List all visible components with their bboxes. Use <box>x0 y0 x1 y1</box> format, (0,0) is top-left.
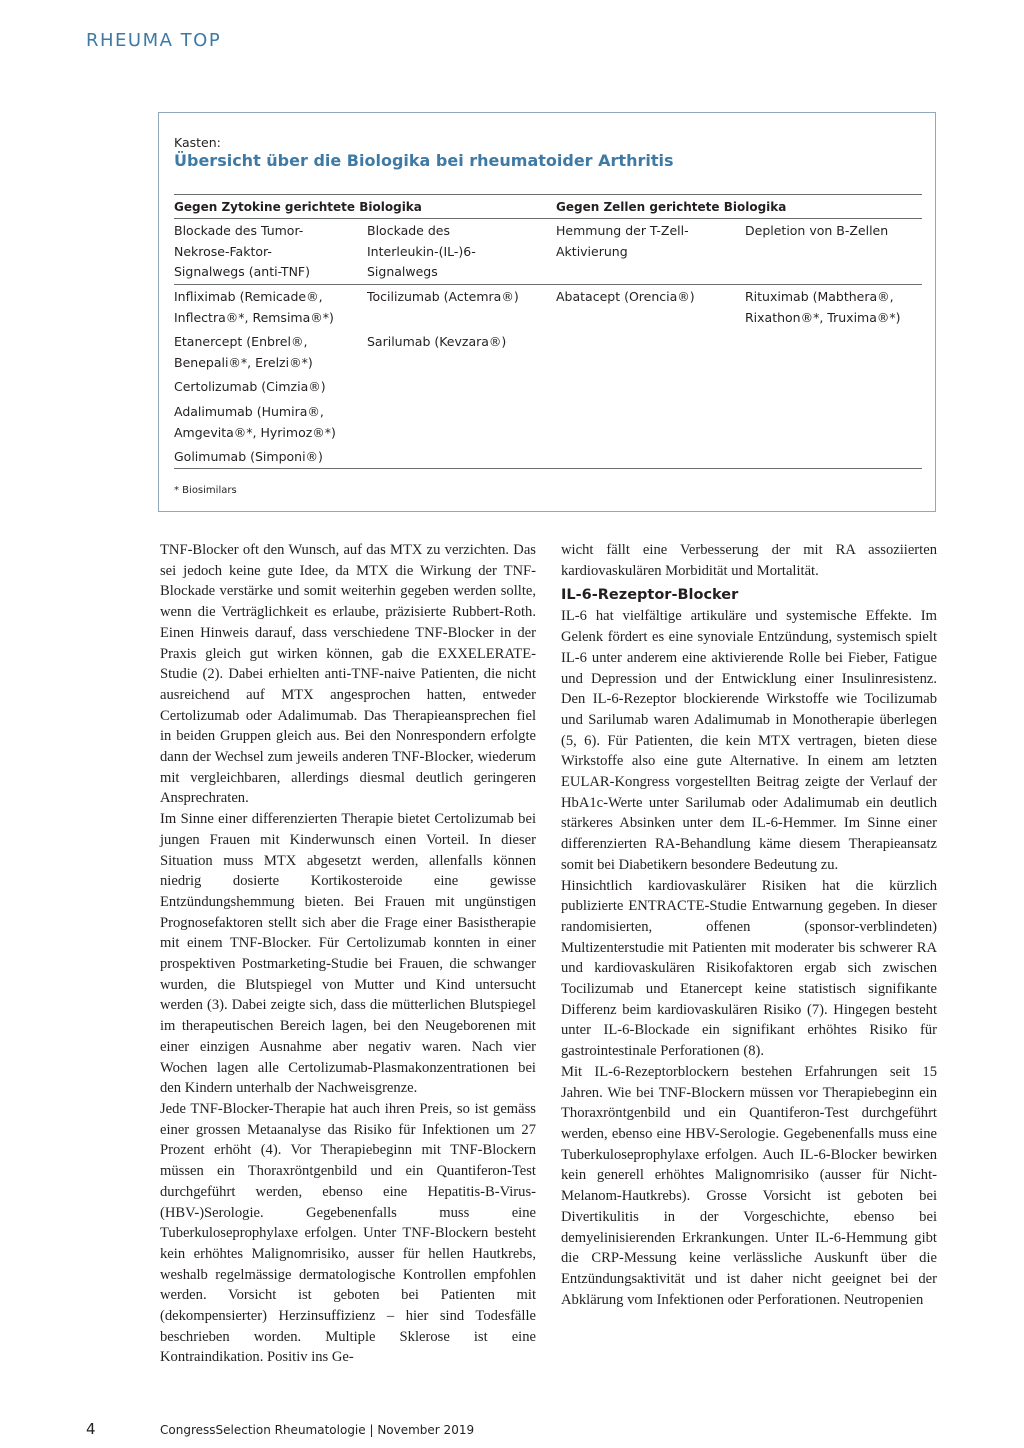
drug-il6: Sarilumab (Kevzara®) <box>367 334 507 349</box>
drug-anti-tnf: Etanercept (Enbrel®, Benepali®*, Erelzi®*) <box>174 334 313 370</box>
body-column-left <box>160 540 536 1368</box>
overview-box <box>158 112 936 512</box>
box-kicker: Kasten: <box>174 135 221 150</box>
paragraph: Mit IL-6-Rezeptorblockern bestehen Erfahrungen seit 15 Jahren. Wie bei TNF-Blockern müssen vor Therapiebeginn ein Thoraxröntgenbild und ein Quantiferon-Test durchgeführt werden, ebenso eine HBV-Serologie. Gegebenenfalls muss eine Tuberkuloseprophylaxe erfolgen. Auch IL-6-Blocker bewirken kein generell erhöhtes Malignomrisiko (ausser für Nicht-Melanom-Hautkrebs). Grosse Vorsicht ist geboten bei Divertikulitis in der Vorgeschichte, ebenso bei demyelinisierenden Erkrankungen. Unter IL-6-Hemmung gibt die CRP-Messung keine verlässliche Auskunft über die Entzündungsaktivität und ist daher nicht geeignet bei der Abklärung vom Infektionen oder Perforationen. Neutropenien <box>561 1063 937 1308</box>
paragraph: IL-6 hat vielfältige artikuläre und systemische Effekte. Im Gelenk fördert es eine synoviale Entzündung, systemisch spielt IL-6 unter anderem eine aktivierende Rolle bei Fieber, Fatigue und Depression und der Entwicklung einer Insulinresistenz. Den IL-6-Rezeptor blockierende Wirkstoffe wie Tocilizumab und Sarilumab waren Adalimumab in Monotherapie überlegen (5, 6). Für Patienten, die kein MTX vertragen, bieten diese Wirkstoffe also eine gute Alternative. In einem am letzten EULAR-Kongress vorgestellten Beitrag zeigte der Verlauf der HbA1c-Werte unter Sarilumab oder Adalimumab ein deutlich stärkeres Absinken unter dem IL-6-Hemmer. Im Sinne einer differenzierten RA-Behandlung käme diesem Therapieansatz somit bei Diabetikern besondere Bedeutung zu. <box>561 608 937 873</box>
group-header-cytokines: Gegen Zytokine gerichtete Biologika <box>174 200 422 214</box>
table-rule-top <box>174 194 922 195</box>
column-header-il6: Blockade des Interleukin-(IL-)6-Signalwegs <box>367 223 476 279</box>
table-rule-header <box>174 218 922 219</box>
paragraph: Jede TNF-Blocker-Therapie hat auch ihren Preis, so ist gemäss einer grossen Metaanalyse das Risiko für Infektionen um 27 Prozent erhöht (4). Vor Therapiebeginn mit TNF-Blockern müssen ein Thoraxröntgenbild und ein Quantiferon-Test durchgeführt werden, ebenso eine Hepatitis-B-Virus-(HBV-)Serologie. Gegebenenfalls muss eine Tuberkuloseprophylaxe erfolgen. Unter TNF-Blockern besteht kein erhöhtes Malignomrisiko, ausser für hellen Hautkrebs, weshalb regelmässige dermatologische Kontrollen empfohlen werden. Vorsicht ist geboten bei Patienten mit (dekompensierter) Herzinsuffizienz – hier sind Todesfälle beschrieben worden. Multiple Sklerose ist eine Kontraindikation. Positiv ins Ge- <box>160 1100 536 1366</box>
page-number: 4 <box>86 1420 96 1438</box>
publication-footer: CongressSelection Rheumatologie | November 2019 <box>160 1423 475 1437</box>
column-header-anti-tnf: Blockade des Tumor-Nekrose-Faktor-Signalwegs (anti-TNF) <box>174 223 310 279</box>
drug-anti-tnf: Adalimumab (Humira®, Amgevita®*, Hyrimoz®*) <box>174 404 336 440</box>
table-rule-bottom <box>174 468 922 469</box>
drug-anti-tnf: Infliximab (Remicade®, Inflectra®*, Remsima®*) <box>174 289 334 325</box>
drug-il6: Tocilizumab (Actemra®) <box>367 289 519 304</box>
paragraph: Hinsichtlich kardiovaskulärer Risiken hat die kürzlich publizierte ENTRACTE-Studie Entwarnung gegeben. In dieser randomisierten, offenen (sponsor-verblindeten) Multizenterstudie mit Patienten mit moderater bis schwerer RA und kardiovaskulären Risikofaktoren ergab sich zwischen Tocilizumab und Etanercept keine statistisch signifikante Differenz beim kardiovaskulären Risiko (7). Hingegen besteht unter IL-6-Blockade ein signifikant erhöhtes Risiko für gastrointestinale Perforationen (8). <box>561 877 937 1060</box>
drug-anti-tnf: Golimumab (Simponi®) <box>174 449 323 464</box>
column-header-t-cell: Hemmung der T-Zell-Aktivierung <box>556 223 689 259</box>
section-heading: IL-6-Rezeptor-Blocker <box>561 587 739 604</box>
table-rule-subheader <box>174 284 922 285</box>
drug-anti-tnf: Certolizumab (Cimzia®) <box>174 379 326 394</box>
paragraph: wicht fällt eine Verbesserung der mit RA assoziierten kardiovaskulären Morbidität und Mortalität. <box>561 542 937 579</box>
body-column-right <box>561 540 937 1310</box>
paragraph: Im Sinne einer differenzierten Therapie bietet Certolizumab bei jungen Frauen mit Kinderwunsch einen Vorteil. In dieser Situation muss MTX abgesetzt werden, allenfalls können niedrig dosierte Kortikosteroide eine gewisse Entzündungshemmung bieten. Bei Frauen mit ungünstigen Prognosefaktoren stellt sich aber die Frage einer Basistherapie mit einem TNF-Blocker. Für Certolizumab konnten in einer prospektiven Postmarketing-Studie bei Frauen, die schwanger wurden, die Blutspiegel von Mutter und Kind untersucht werden (3). Dabei zeigte sich, dass die mütterlichen Blutspiegel im therapeutischen Bereich lagen, bei den Neugeborenen mit einer einzigen Ausnahme aber negativ waren. Nach vier Wochen lagen alle Certolizumab-Plasmakonzentrationen bei den Kindern unterhalb der Nachweisgrenze. <box>160 811 536 1097</box>
column-header-b-cell: Depletion von B-Zellen <box>745 223 889 238</box>
drug-t-cell: Abatacept (Orencia®) <box>556 289 695 304</box>
running-head: RHEUMA TOP <box>86 30 222 51</box>
paragraph: TNF-Blocker oft den Wunsch, auf das MTX zu verzichten. Das sei jedoch keine gute Idee, da MTX die Wirkung der TNF-Blockade verstärke und somit weiterhin gegeben werden sollte, wenn die Verträglichkeit es erlaube, präzisierte Rubbert-Roth. Einen Hinweis darauf, dass verschiedene TNF-Blocker in der Praxis gleich gut wirken können, gab die EXXELERATE-Studie (2). Dabei erhielten anti-TNF-naive Patienten, die nicht ausreichend auf MTX angesprochen hatten, entweder Certolizumab oder Adalimumab. Das Therapieansprechen fiel in beiden Gruppen gleich aus. Bei den Nonrespondern erfolgte dann der Wechsel zum jeweils anderen TNF-Blocker, wiederum mit vergleichbaren, allerdings diesmal deutlich geringeren Ansprechraten. <box>160 542 536 807</box>
box-footnote: * Biosimilars <box>174 485 237 496</box>
box-title: Übersicht über die Biologika bei rheumatoider Arthritis <box>174 151 674 170</box>
drug-b-cell: Rituximab (Mabthera®, Rixathon®*, Truxima®*) <box>745 289 901 325</box>
group-header-cells: Gegen Zellen gerichtete Biologika <box>556 200 787 214</box>
